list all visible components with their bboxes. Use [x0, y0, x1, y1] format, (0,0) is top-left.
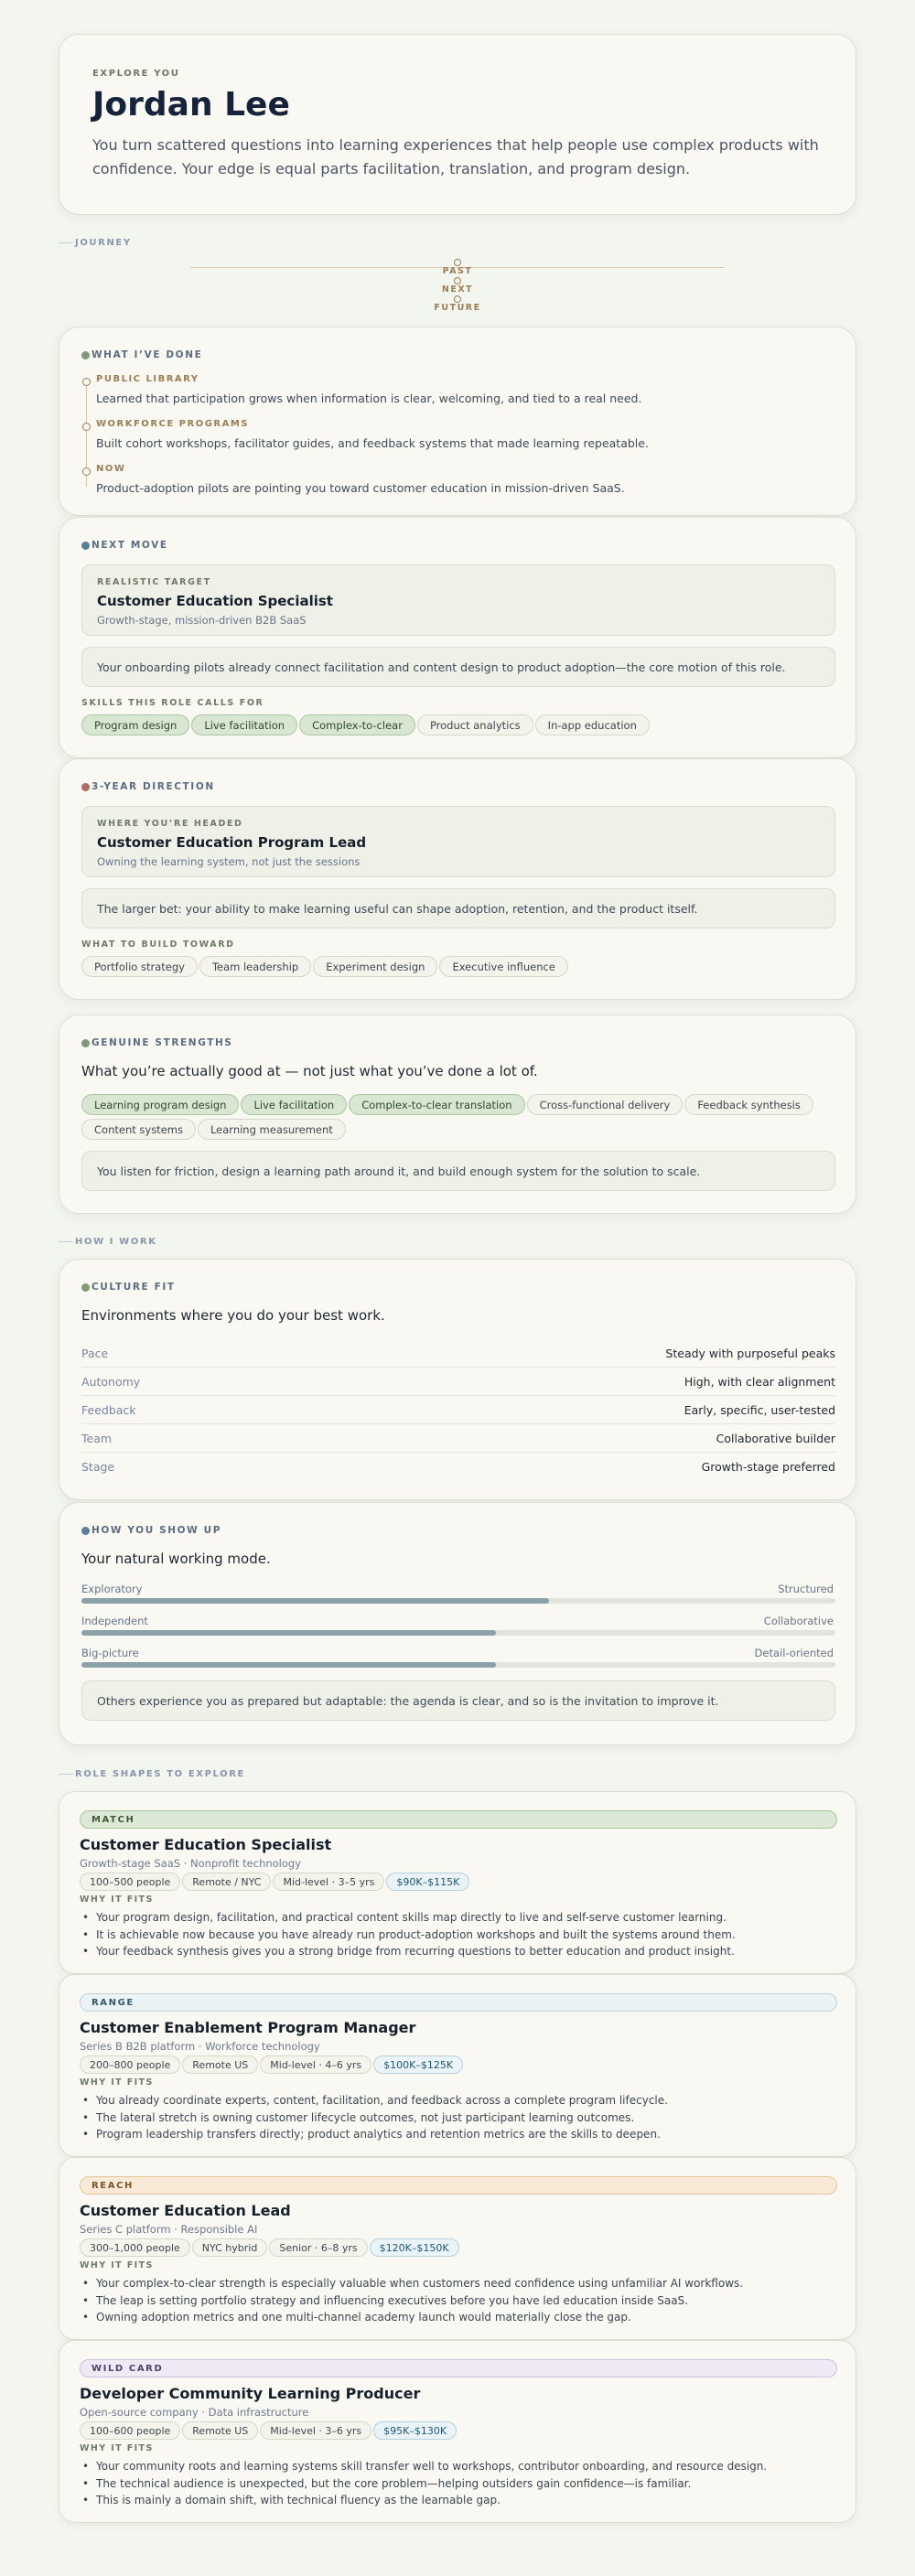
scale-left-label: Independent	[81, 1615, 148, 1627]
role-subtitle: Growth-stage SaaS · Nonprofit technology	[80, 1857, 302, 1870]
strengths-title: GENUINE STRENGTHS	[81, 1037, 233, 1048]
why-it-fits-label: WHY IT FITS	[80, 1894, 154, 1905]
role-bullet: • The leap is setting portfolio strategy and influencing executives before you have led education inside SaaS.	[80, 2292, 839, 2310]
culture-row-stage: Stage Growth-stage preferred	[81, 1460, 835, 1474]
salary-tag: $100K–$125K	[373, 2055, 463, 2074]
role-bullet: • You already coordinate experts, content, facilitation, and feedback across a complete program lifecycle.	[80, 2092, 839, 2109]
role-subtitle: Series C platform · Responsible AI	[80, 2223, 258, 2236]
timeline-marker	[82, 378, 91, 386]
role-bullet: • The technical audience is unexpected, but the core problem—helping outsiders gain confidence—is familiar.	[80, 2475, 839, 2493]
scale-fill	[81, 1598, 549, 1604]
role-title[interactable]: Customer Education Lead	[80, 2202, 291, 2219]
role-tags	[80, 1873, 469, 1891]
role-bullet: • The lateral stretch is owning customer lifecycle outcomes, not just participant learning outcomes.	[80, 2109, 839, 2127]
scale-left-label: Exploratory	[81, 1583, 143, 1595]
next-move-title: NEXT MOVE	[81, 540, 168, 551]
skill-chip[interactable]: In-app education	[535, 714, 650, 735]
role-bullet: • Your complex-to-clear strength is especially valuable when customers need confidence using unfamiliar AI workflows.	[80, 2275, 839, 2292]
role-title[interactable]: Customer Enablement Program Manager	[80, 2019, 416, 2036]
strength-chip[interactable]: Learning program design	[81, 1094, 239, 1115]
strengths-card	[59, 1014, 856, 1214]
skill-chip[interactable]: Product analytics	[417, 714, 533, 735]
next-move-skills	[81, 714, 650, 735]
role-tag: Remote US	[182, 2421, 258, 2440]
role-tag: Remote / NYC	[182, 1873, 271, 1891]
strength-chip[interactable]: Complex-to-clear translation	[349, 1094, 524, 1115]
skill-chip[interactable]: Live facilitation	[191, 714, 297, 735]
role-tag: 200–800 people	[80, 2055, 180, 2074]
role-bullet: • Owning adoption metrics and one multi-channel academy launch would materially close the gap.	[80, 2309, 839, 2326]
skill-chip[interactable]: Team leadership	[199, 956, 311, 977]
profile-kicker: EXPLORE YOU	[92, 69, 180, 79]
skill-chip[interactable]: Experiment design	[313, 956, 437, 977]
done-item-library: PUBLIC LIBRARY Learned that participation grows when information is clear, welcoming, and tied to a real need.	[96, 374, 642, 405]
strengths-note: You listen for friction, design a learning path around it, and build enough system for the solution to scale.	[81, 1151, 835, 1191]
show-up-lead: Your natural working mode.	[81, 1551, 271, 1567]
scale-left-label: Big-picture	[81, 1647, 139, 1659]
three-year-title: 3-YEAR DIRECTION	[81, 781, 215, 792]
culture-row-pace: Pace Steady with purposeful peaks	[81, 1339, 835, 1368]
role-tags	[80, 2055, 463, 2074]
role-subtitle: Series B B2B platform · Workforce technology	[80, 2040, 320, 2053]
role-bullet: • This is mainly a domain shift, with technical fluency as the learnable gap.	[80, 2492, 839, 2509]
scale-fill	[81, 1630, 496, 1636]
role-subtitle: Open-source company · Data infrastructure	[80, 2406, 309, 2419]
next-move-note: Your onboarding pilots already connect facilitation and content design to product adoption—the core motion of this role.	[81, 647, 835, 687]
profile-summary: You turn scattered questions into learning experiences that help people use complex products with confidence. Your edge is equal parts facilitation, translation, and program design.	[92, 136, 819, 177]
role-title[interactable]: Developer Community Learning Producer	[80, 2385, 421, 2402]
role-tags	[80, 2421, 457, 2440]
scale-right-label: Detail-oriented	[754, 1647, 834, 1659]
three-year-card	[59, 758, 856, 1000]
strength-chip[interactable]: Learning measurement	[198, 1119, 346, 1140]
salary-tag: $95K–$130K	[373, 2421, 457, 2440]
salary-tag: $120K–$150K	[370, 2238, 459, 2257]
done-item-workforce: WORKFORCE PROGRAMS Built cohort workshops, facilitator guides, and feedback systems that made learning repeatable.	[96, 419, 649, 450]
strength-chip[interactable]: Cross-functional delivery	[527, 1094, 684, 1115]
culture-row-autonomy: Autonomy High, with clear alignment	[81, 1368, 835, 1396]
salary-tag: $90K–$115K	[386, 1873, 469, 1891]
role-bullets	[80, 1909, 839, 1960]
role-bullet: • Your program design, facilitation, and practical content skills map directly to live and self-serve customer learning.	[80, 1909, 839, 1927]
show-up-title: HOW YOU SHOW UP	[81, 1525, 221, 1536]
skills-label: SKILLS THIS ROLE CALLS FOR	[81, 698, 264, 708]
role-tag: Remote US	[182, 2055, 258, 2074]
journey-stage-next[interactable]: NEXT	[421, 277, 494, 295]
done-dot	[81, 351, 90, 360]
role-card-wild-card[interactable]	[59, 2340, 856, 2523]
next-move-card	[59, 517, 856, 758]
role-tag: Senior · 6–8 yrs	[269, 2238, 367, 2257]
culture-title: CULTURE FIT	[81, 1282, 176, 1293]
roles-heading: ROLE SHAPES TO EXPLORE	[59, 1769, 245, 1779]
role-card-range[interactable]	[59, 1974, 856, 2157]
done-title: WHAT I’VE DONE	[81, 349, 202, 360]
role-tag: NYC hybrid	[192, 2238, 268, 2257]
role-bullets	[80, 2275, 839, 2326]
three-year-note: The larger bet: your ability to make learning useful can shape adoption, retention, and the product itself.	[81, 888, 835, 928]
timeline-marker	[82, 423, 91, 431]
role-bullet: • Your feedback synthesis gives you a strong bridge from recurring questions to better education and product insight.	[80, 1943, 839, 1960]
strengths-skills	[81, 1094, 835, 1140]
scale-track	[81, 1598, 835, 1604]
role-tag: Mid-level · 3–5 yrs	[273, 1873, 384, 1891]
role-card-match[interactable]	[59, 1791, 856, 1974]
role-bullets	[80, 2092, 839, 2143]
role-bullets	[80, 2458, 839, 2509]
three-year-target: WHERE YOU’RE HEADED Customer Education Program Lead Owning the learning system, not just the sessions	[81, 806, 835, 877]
strength-chip[interactable]: Live facilitation	[241, 1094, 347, 1115]
role-badge: WILD CARD	[80, 2359, 837, 2377]
strength-chip[interactable]: Content systems	[81, 1119, 196, 1140]
scale-right-label: Structured	[778, 1583, 834, 1595]
role-bullet: • It is achievable now because you have already run product-adoption workshops and built the systems around them.	[80, 1927, 839, 1944]
role-tag: 100–600 people	[80, 2421, 180, 2440]
skill-chip[interactable]: Portfolio strategy	[81, 956, 198, 977]
role-tag: 300–1,000 people	[80, 2238, 190, 2257]
role-tag: Mid-level · 4–6 yrs	[260, 2055, 371, 2074]
role-tag: Mid-level · 3–6 yrs	[260, 2421, 371, 2440]
show-up-note: Others experience you as prepared but adaptable: the agenda is clear, and so is the invitation to improve it.	[81, 1680, 835, 1721]
role-bullet: • Your community roots and learning systems skill transfer well to workshops, contributor onboarding, and resource design.	[80, 2458, 839, 2475]
scale-track	[81, 1662, 835, 1668]
journey-heading: JOURNEY	[59, 238, 132, 248]
culture-card	[59, 1259, 856, 1500]
role-title[interactable]: Customer Education Specialist	[80, 1836, 332, 1853]
role-badge: MATCH	[80, 1810, 837, 1829]
build-label: WHAT TO BUILD TOWARD	[81, 939, 235, 950]
skill-chip[interactable]: Executive influence	[439, 956, 567, 977]
done-card	[59, 327, 856, 516]
role-bullet: • Program leadership transfers directly; product analytics and retention metrics are the skills to deepen.	[80, 2126, 839, 2143]
target-role: Customer Education Specialist	[97, 593, 333, 609]
skill-chip[interactable]: Complex-to-clear	[299, 714, 415, 735]
profile-name: Jordan Lee	[92, 86, 290, 123]
strengths-lead: What you’re actually good at — not just what you’ve done a lot of.	[81, 1063, 538, 1079]
role-badge: RANGE	[80, 1993, 837, 2012]
journey-stage-future[interactable]: FUTURE	[421, 295, 494, 314]
scale-track	[81, 1630, 835, 1636]
next-move-target	[81, 564, 835, 636]
timeline-marker	[82, 467, 91, 476]
target-context: Growth-stage, mission-driven B2B SaaS	[97, 614, 307, 627]
role-badge: REACH	[80, 2176, 837, 2195]
scale-fill	[81, 1662, 496, 1668]
role-tags	[80, 2238, 459, 2257]
target-kicker: REALISTIC TARGET	[97, 577, 211, 587]
journey-stage-past[interactable]: PAST	[421, 259, 494, 277]
culture-lead: Environments where you do your best work.	[81, 1307, 385, 1324]
culture-row-team: Team Collaborative builder	[81, 1424, 835, 1453]
culture-row-feedback: Feedback Early, specific, user-tested	[81, 1396, 835, 1424]
show-up-card	[59, 1502, 856, 1745]
skill-chip[interactable]: Program design	[81, 714, 189, 735]
why-it-fits-label: WHY IT FITS	[80, 2077, 154, 2088]
journey-stages	[421, 259, 494, 314]
why-it-fits-label: WHY IT FITS	[80, 2443, 154, 2453]
role-tag: 100–500 people	[80, 1873, 180, 1891]
profile-card	[59, 34, 856, 215]
how-i-work-heading: HOW I WORK	[59, 1237, 157, 1247]
role-card-reach[interactable]	[59, 2157, 856, 2340]
strength-chip[interactable]: Feedback synthesis	[684, 1094, 813, 1115]
done-item-now: NOW Product-adoption pilots are pointing you toward customer education in mission-driven SaaS.	[96, 464, 625, 495]
scale-right-label: Collaborative	[763, 1615, 834, 1627]
three-year-skills	[81, 956, 568, 977]
why-it-fits-label: WHY IT FITS	[80, 2260, 154, 2270]
